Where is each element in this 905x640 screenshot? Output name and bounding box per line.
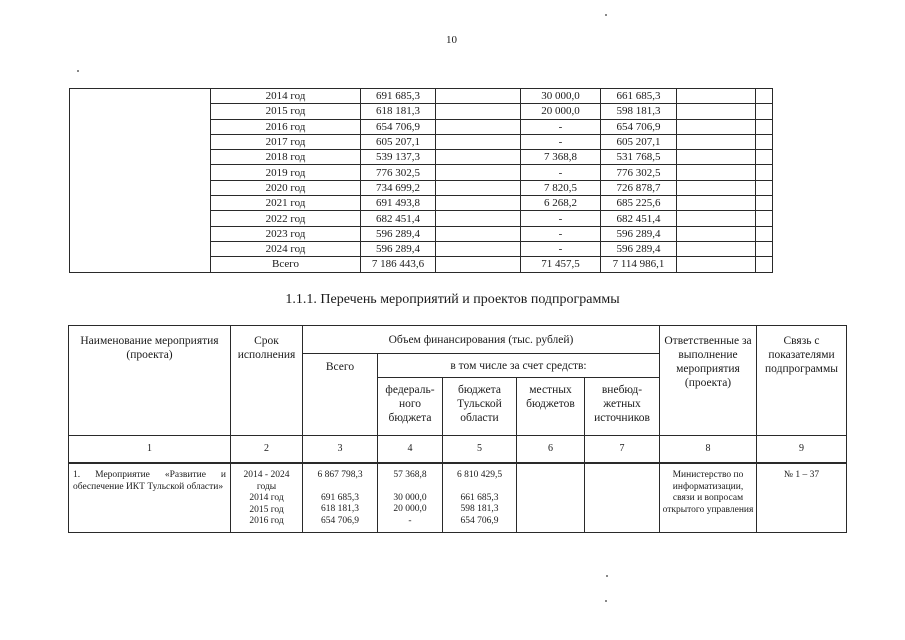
total-cell: 691 493,8 bbox=[361, 196, 436, 211]
empty-cell bbox=[756, 119, 773, 134]
event-regional-year: 598 181,3 bbox=[460, 504, 499, 514]
header-link: Связь с показателями подпрограммы bbox=[757, 326, 847, 436]
event-year: 2014 год bbox=[249, 493, 284, 503]
year-cell: 2022 год bbox=[211, 211, 361, 226]
event-name: 1. Мероприятие «Развитие и обеспечение ИКТ Тульской области» bbox=[69, 463, 231, 533]
empty-cell bbox=[436, 134, 521, 149]
year-cell: Всего bbox=[211, 257, 361, 272]
empty-cell bbox=[436, 257, 521, 272]
column-number: 6 bbox=[517, 436, 585, 464]
empty-cell bbox=[677, 241, 756, 256]
empty-cell bbox=[677, 89, 756, 104]
scan-speck bbox=[77, 70, 79, 72]
event-total-year: 654 706,9 bbox=[321, 515, 359, 526]
column-number: 3 bbox=[303, 436, 378, 464]
header-term: Срок исполнения bbox=[231, 326, 303, 436]
event-responsible: Министерство по информатизации, связи и вопросам открытого управления bbox=[660, 463, 757, 533]
event-total-year: 691 685,3 bbox=[321, 492, 359, 503]
event-extra bbox=[585, 463, 660, 533]
federal-cell: - bbox=[521, 226, 601, 241]
event-link: № 1 – 37 bbox=[757, 463, 847, 533]
regional-cell: 531 768,5 bbox=[601, 150, 677, 165]
event-federal-year: - bbox=[408, 515, 412, 526]
column-number: 7 bbox=[585, 436, 660, 464]
empty-cell bbox=[677, 257, 756, 272]
total-cell: 691 685,3 bbox=[361, 89, 436, 104]
federal-cell: 6 268,2 bbox=[521, 196, 601, 211]
header-extra: внебюд-жетных источников bbox=[585, 378, 660, 436]
regional-cell: 726 878,7 bbox=[601, 180, 677, 195]
header-including: в том числе за счет средств: bbox=[378, 354, 660, 378]
empty-cell bbox=[756, 241, 773, 256]
year-cell: 2016 год bbox=[211, 119, 361, 134]
total-cell: 654 706,9 bbox=[361, 119, 436, 134]
empty-cell bbox=[756, 180, 773, 195]
empty-cell bbox=[436, 150, 521, 165]
federal-cell: 71 457,5 bbox=[521, 257, 601, 272]
events-table bbox=[68, 325, 847, 533]
column-number: 9 bbox=[757, 436, 847, 464]
event-regional-main: 6 810 429,5 bbox=[456, 470, 503, 480]
header-event-name: Наименование мероприятия (проекта) bbox=[69, 326, 231, 436]
column-number: 2 bbox=[231, 436, 303, 464]
event-federal-year: 30 000,0 bbox=[393, 492, 427, 503]
regional-cell: 7 114 986,1 bbox=[601, 257, 677, 272]
total-cell: 776 302,5 bbox=[361, 165, 436, 180]
regional-cell: 598 181,3 bbox=[601, 104, 677, 119]
empty-cell bbox=[436, 89, 521, 104]
empty-cell bbox=[756, 165, 773, 180]
total-cell: 596 289,4 bbox=[361, 226, 436, 241]
header-local: местных бюджетов bbox=[517, 378, 585, 436]
federal-cell: 30 000,0 bbox=[521, 89, 601, 104]
empty-cell bbox=[756, 257, 773, 272]
total-cell: 539 137,3 bbox=[361, 150, 436, 165]
federal-cell: 20 000,0 bbox=[521, 104, 601, 119]
scan-speck bbox=[606, 575, 608, 577]
year-cell: 2015 год bbox=[211, 104, 361, 119]
regional-cell: 685 225,6 bbox=[601, 196, 677, 211]
year-cell: 2023 год bbox=[211, 226, 361, 241]
column-number: 4 bbox=[378, 436, 443, 464]
regional-cell: 682 451,4 bbox=[601, 211, 677, 226]
total-cell: 682 451,4 bbox=[361, 211, 436, 226]
empty-cell bbox=[436, 241, 521, 256]
blank-cell bbox=[70, 89, 211, 273]
event-year: 2015 год bbox=[249, 504, 284, 515]
empty-cell bbox=[677, 165, 756, 180]
empty-cell bbox=[436, 196, 521, 211]
regional-cell: 605 207,1 bbox=[601, 134, 677, 149]
total-cell: 618 181,3 bbox=[361, 104, 436, 119]
total-cell: 7 186 443,6 bbox=[361, 257, 436, 272]
event-regional bbox=[443, 463, 517, 533]
column-number: 1 bbox=[69, 436, 231, 464]
column-number: 8 bbox=[660, 436, 757, 464]
total-cell: 734 699,2 bbox=[361, 180, 436, 195]
empty-cell bbox=[677, 150, 756, 165]
event-total bbox=[303, 463, 378, 533]
empty-cell bbox=[677, 119, 756, 134]
empty-cell bbox=[677, 104, 756, 119]
empty-cell bbox=[677, 196, 756, 211]
regional-cell: 596 289,4 bbox=[601, 226, 677, 241]
empty-cell bbox=[436, 104, 521, 119]
federal-cell: - bbox=[521, 241, 601, 256]
empty-cell bbox=[756, 150, 773, 165]
section-title: 1.1.1. Перечень мероприятий и проектов подпрограммы bbox=[285, 292, 620, 307]
federal-cell: 7 820,5 bbox=[521, 180, 601, 195]
header-regional: бюджета Тульской области bbox=[443, 378, 517, 436]
event-term-label: 2014 - 2024 годы bbox=[243, 470, 290, 492]
scan-speck bbox=[605, 14, 607, 16]
empty-cell bbox=[677, 180, 756, 195]
regional-cell: 596 289,4 bbox=[601, 241, 677, 256]
empty-cell bbox=[436, 180, 521, 195]
event-regional-year: 661 685,3 bbox=[460, 492, 499, 503]
page-number: 10 bbox=[446, 34, 457, 46]
federal-cell: - bbox=[521, 165, 601, 180]
empty-cell bbox=[436, 226, 521, 241]
event-total-year: 618 181,3 bbox=[321, 504, 359, 514]
year-cell: 2018 год bbox=[211, 150, 361, 165]
year-cell: 2020 год bbox=[211, 180, 361, 195]
event-regional-year: 654 706,9 bbox=[460, 515, 499, 526]
empty-cell bbox=[756, 134, 773, 149]
empty-cell bbox=[756, 104, 773, 119]
event-federal-main: 57 368,8 bbox=[393, 470, 427, 480]
event-federal bbox=[378, 463, 443, 533]
federal-cell: - bbox=[521, 119, 601, 134]
total-cell: 605 207,1 bbox=[361, 134, 436, 149]
header-total: Всего bbox=[303, 354, 378, 436]
empty-cell bbox=[436, 165, 521, 180]
header-responsible: Ответственные за выполнение мероприятия (проекта) bbox=[660, 326, 757, 436]
empty-cell bbox=[436, 211, 521, 226]
empty-cell bbox=[677, 211, 756, 226]
scan-speck bbox=[605, 600, 607, 602]
event-total-main: 6 867 798,3 bbox=[317, 470, 363, 480]
federal-cell: - bbox=[521, 211, 601, 226]
years-funding-table bbox=[69, 88, 773, 273]
event-year: 2016 год bbox=[249, 516, 284, 526]
empty-cell bbox=[677, 134, 756, 149]
federal-cell: - bbox=[521, 134, 601, 149]
empty-cell bbox=[756, 226, 773, 241]
empty-cell bbox=[756, 89, 773, 104]
header-federal: федераль-ного бюджета bbox=[378, 378, 443, 436]
year-cell: 2024 год bbox=[211, 241, 361, 256]
event-term bbox=[231, 463, 303, 533]
column-number: 5 bbox=[443, 436, 517, 464]
regional-cell: 661 685,3 bbox=[601, 89, 677, 104]
year-row bbox=[70, 89, 773, 104]
year-cell: 2017 год bbox=[211, 134, 361, 149]
empty-cell bbox=[677, 226, 756, 241]
federal-cell: 7 368,8 bbox=[521, 150, 601, 165]
total-cell: 596 289,4 bbox=[361, 241, 436, 256]
header-financing: Объем финансирования (тыс. рублей) bbox=[303, 326, 660, 354]
empty-cell bbox=[436, 119, 521, 134]
regional-cell: 654 706,9 bbox=[601, 119, 677, 134]
year-cell: 2014 год bbox=[211, 89, 361, 104]
year-cell: 2021 год bbox=[211, 196, 361, 211]
event-local bbox=[517, 463, 585, 533]
empty-cell bbox=[756, 196, 773, 211]
regional-cell: 776 302,5 bbox=[601, 165, 677, 180]
year-cell: 2019 год bbox=[211, 165, 361, 180]
empty-cell bbox=[756, 211, 773, 226]
event-federal-year: 20 000,0 bbox=[393, 504, 427, 514]
